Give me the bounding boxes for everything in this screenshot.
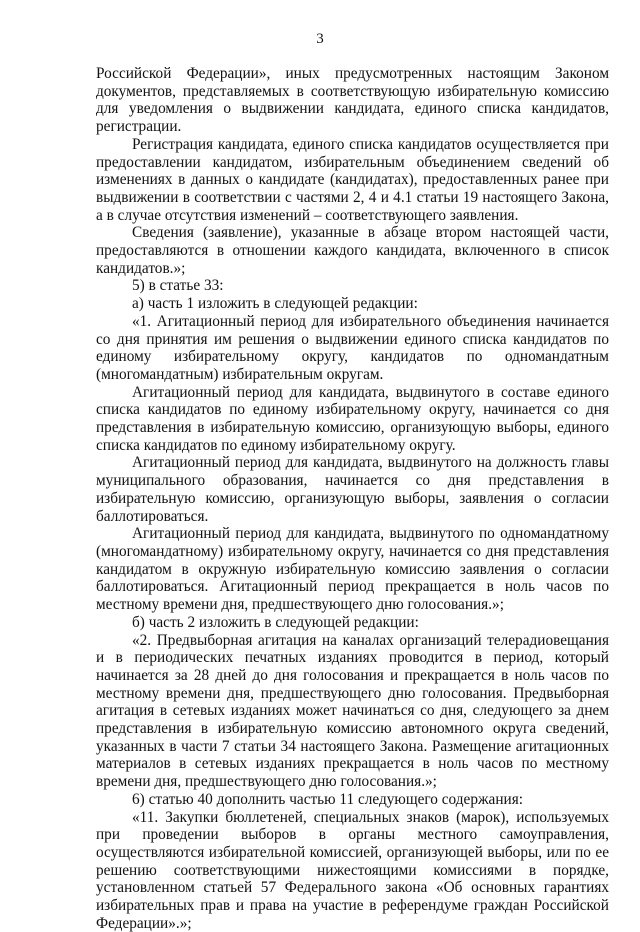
paragraph-13: «11. Закупки бюллетеней, специальных знаков (марок), используемых при проведении выборов в органы местного самоуправления, осуществляются избирательной комиссией, организующей выборы, или по ее решению соответствующими нижестоящими комиссиями в порядке, установленном статьей 57 Федерального закона «Об основных гарантиях избирательных прав и права на участие в референдуме граждан Российской Федерации».»; bbox=[96, 808, 609, 932]
page-number: 3 bbox=[316, 31, 324, 47]
paragraph-6: «1. Агитационный период для избирательного объединения начинается со дня принятия им решения о выдвижении единого списка кандидатов по единому избирательному округу, кандидатов по одномандатным (многомандатным) избирательным округам. bbox=[96, 312, 609, 383]
paragraph-9: Агитационный период для кандидата, выдвинутого по одномандатному (многомандатному) избирательному округу, начинается со дня представления кандидатом в окружную избирательную комиссию заявления о согласии баллотироваться. Агитационный период прекращается в ноль часов по местному времени дня, предшествующего дню голосования.»; bbox=[96, 525, 609, 614]
paragraph-7: Агитационный период для кандидата, выдвинутого в составе единого списка кандидатов по единому избирательному округу, начинается со дня представления в избирательную комиссию, организующую выборы, единого списка кандидатов по единому избирательному округу. bbox=[96, 383, 609, 454]
paragraph-2: Регистрация кандидата, единого списка кандидатов осуществляется при предоставлении кандидатом, избирательным объединением сведений об изменениях в данных о кандидате (кандидатах), предоставленных ранее при выдвижении в соответствии с частями 2, 4 и 4.1 статьи 19 настоящего Закона, а в случае отсутствия изменений – соответствующего заявления. bbox=[96, 135, 609, 224]
paragraph-4: 5) в статье 33: bbox=[132, 277, 224, 295]
paragraph-10: б) часть 2 изложить в следующей редакции: bbox=[132, 613, 419, 631]
document-body bbox=[96, 65, 609, 932]
paragraph-11: «2. Предвыборная агитация на каналах организаций телерадиовещания и в периодических печатных изданиях проводится в период, который начинается за 28 дней до дня голосования и прекращается в ноль часов по местному времени дня, предшествующего дню голосования. Предвыборная агитация в сетевых изданиях может начинаться со дня, следующего за днем представления в избирательную комиссию автономного округа сведений, указанных в части 7 статьи 34 настоящего Закона. Размещение агитационных материалов в сетевых изданиях прекращается в ноль часов по местному времени дня, предшествующего дню голосования.»; bbox=[96, 631, 609, 791]
paragraph-1: Российской Федерации», иных предусмотренных настоящим Законом документов, представляемых в соответствующую избирательную комиссию для уведомления о выдвижении кандидата, единого списка кандидатов, регистрации. bbox=[96, 65, 609, 136]
paragraph-8: Агитационный период для кандидата, выдвинутого на должность главы муниципального образования, начинается со дня представления в избирательную комиссию, организующую выборы, заявления о согласии баллотироваться. bbox=[96, 454, 609, 525]
paragraph-12: 6) статью 40 дополнить частью 11 следующего содержания: bbox=[132, 790, 523, 808]
paragraph-5: а) часть 1 изложить в следующей редакции: bbox=[132, 295, 418, 313]
paragraph-3: Сведения (заявление), указанные в абзаце втором настоящей части, предоставляются в отношении каждого кандидата, включенного в список кандидатов.»; bbox=[96, 224, 609, 277]
